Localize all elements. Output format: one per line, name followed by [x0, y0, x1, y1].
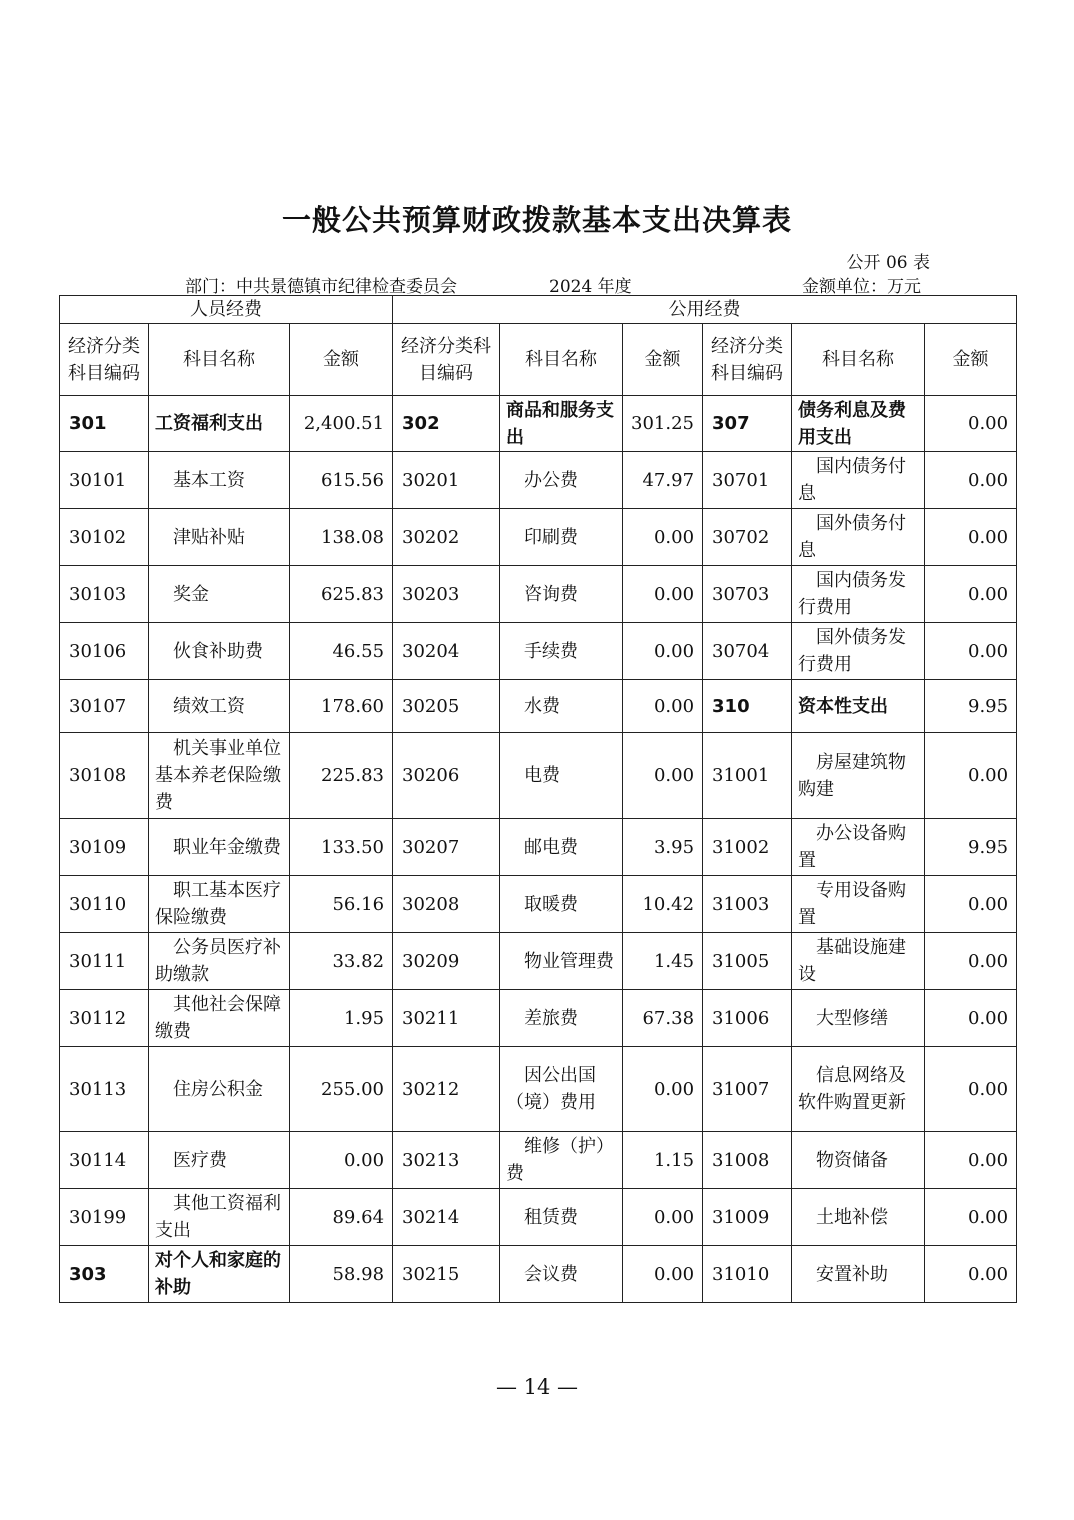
cell-name-text: 咨询费 [524, 583, 579, 605]
cell-amount: 1.95 [290, 990, 393, 1047]
cell-name [792, 733, 925, 819]
section-public: 公用经费 [393, 296, 1017, 324]
table-row [60, 1047, 1017, 1132]
cell-name [500, 733, 623, 819]
cell-amount: 0.00 [623, 1047, 703, 1132]
cell-code: 30207 [393, 819, 500, 876]
cell-amount: 0.00 [925, 1246, 1017, 1303]
cell-name-text: 水费 [524, 695, 561, 717]
cell-amount: 138.08 [290, 509, 393, 566]
cell-name-text: 物业管理费 [524, 950, 615, 972]
cell-name [149, 396, 290, 452]
cell-name [792, 1047, 925, 1132]
cell-code: 31006 [703, 990, 792, 1047]
cell-code: 30103 [60, 566, 149, 623]
cell-code: 30205 [393, 680, 500, 733]
cell-code: 30214 [393, 1189, 500, 1246]
cell-code: 30704 [703, 623, 792, 680]
cell-amount: 0.00 [925, 396, 1017, 452]
cell-amount: 0.00 [925, 509, 1017, 566]
cell-name-text: 国内债务付息 [798, 456, 907, 504]
cell-code: 31008 [703, 1132, 792, 1189]
table-row [60, 1132, 1017, 1189]
cell-name-text: 租赁费 [524, 1206, 579, 1228]
cell-code: 30208 [393, 876, 500, 933]
cell-code: 30211 [393, 990, 500, 1047]
table-number: 公开 06 表 [846, 253, 930, 273]
section-personnel: 人员经费 [60, 296, 393, 324]
cell-name [149, 452, 290, 509]
cell-name-text: 债务利息及费用支出 [798, 399, 907, 448]
cell-name [149, 1047, 290, 1132]
cell-amount: 0.00 [925, 1047, 1017, 1132]
cell-amount: 255.00 [290, 1047, 393, 1132]
cell-amount: 0.00 [623, 623, 703, 680]
table-row [60, 623, 1017, 680]
cell-code: 31002 [703, 819, 792, 876]
cell-code: 31005 [703, 933, 792, 990]
cell-name [792, 933, 925, 990]
cell-amount: 67.38 [623, 990, 703, 1047]
table-row [60, 990, 1017, 1047]
page-number: — 14 — [495, 1375, 579, 1399]
cell-name-text: 对个人和家庭的补助 [155, 1250, 281, 1298]
cell-amount: 0.00 [925, 566, 1017, 623]
cell-amount: 0.00 [623, 509, 703, 566]
cell-name-text: 住房公积金 [173, 1078, 263, 1100]
cell-name [792, 990, 925, 1047]
cell-name-text: 其他工资福利支出 [155, 1193, 281, 1241]
cell-name-text: 绩效工资 [173, 695, 245, 717]
cell-code: 30107 [60, 680, 149, 733]
cell-name [149, 1246, 290, 1303]
table-row [60, 733, 1017, 819]
cell-name [792, 1246, 925, 1303]
header-code-3: 经济分类科目编码 [703, 324, 792, 396]
cell-name-text: 伙食补助费 [173, 640, 263, 662]
cell-amount: 1.45 [623, 933, 703, 990]
cell-name [500, 509, 623, 566]
header-amount-3: 金额 [925, 324, 1017, 396]
cell-name [149, 680, 290, 733]
cell-code: 30113 [60, 1047, 149, 1132]
cell-amount: 178.60 [290, 680, 393, 733]
table-row [60, 452, 1017, 509]
cell-code: 30213 [393, 1132, 500, 1189]
cell-name-text: 安置补助 [816, 1263, 889, 1285]
cell-name [500, 452, 623, 509]
cell-name [500, 819, 623, 876]
cell-name [149, 819, 290, 876]
cell-name [500, 566, 623, 623]
cell-amount: 9.95 [925, 819, 1017, 876]
expenditure-table [59, 295, 1017, 1303]
cell-name [792, 566, 925, 623]
cell-name [792, 680, 925, 733]
cell-amount: 3.95 [623, 819, 703, 876]
cell-name-text: 国内债务发行费用 [798, 570, 907, 618]
table-row [60, 876, 1017, 933]
cell-amount: 0.00 [623, 680, 703, 733]
cell-name-text: 房屋建筑物购建 [798, 751, 907, 800]
cell-name [500, 680, 623, 733]
header-code-2: 经济分类科目编码 [393, 324, 500, 396]
cell-name-text: 工资福利支出 [155, 413, 263, 434]
cell-name [500, 396, 623, 452]
cell-name [792, 1189, 925, 1246]
page-title: 一般公共预算财政拨款基本支出决算表 [281, 203, 792, 237]
cell-name-text: 电费 [524, 765, 561, 786]
table-row [60, 933, 1017, 990]
table-row [60, 396, 1017, 452]
cell-name-text: 国外债务发行费用 [798, 627, 907, 675]
table-row [60, 680, 1017, 733]
cell-name [149, 509, 290, 566]
table-row [60, 1246, 1017, 1303]
cell-code: 30203 [393, 566, 500, 623]
cell-amount: 2,400.51 [290, 396, 393, 452]
cell-code: 30215 [393, 1246, 500, 1303]
amount-unit-label: 金额单位：万元 [802, 277, 921, 297]
cell-name-text: 因公出国（境）费用 [506, 1065, 597, 1113]
cell-name [149, 933, 290, 990]
cell-name-text: 取暖费 [524, 893, 579, 915]
header-amount-1: 金额 [290, 324, 393, 396]
cell-name [500, 623, 623, 680]
header-code-1: 经济分类科目编码 [60, 324, 149, 396]
cell-amount: 0.00 [925, 623, 1017, 680]
cell-name [149, 733, 290, 819]
cell-code: 30111 [60, 933, 149, 990]
cell-amount: 301.25 [623, 396, 703, 452]
cell-name-text: 差旅费 [524, 1007, 579, 1029]
table-row [60, 819, 1017, 876]
cell-amount: 0.00 [290, 1132, 393, 1189]
cell-amount: 89.64 [290, 1189, 393, 1246]
cell-name-text: 国外债务付息 [798, 513, 907, 561]
cell-name-text: 其他社会保障缴费 [155, 994, 281, 1042]
cell-name-text: 会议费 [524, 1263, 579, 1285]
cell-name [792, 1132, 925, 1189]
cell-amount: 1.15 [623, 1132, 703, 1189]
cell-code: 30212 [393, 1047, 500, 1132]
cell-name-text: 物资储备 [816, 1149, 889, 1171]
cell-name [792, 509, 925, 566]
cell-amount: 9.95 [925, 680, 1017, 733]
cell-name [500, 876, 623, 933]
cell-amount: 615.56 [290, 452, 393, 509]
cell-name [500, 1132, 623, 1189]
cell-amount: 10.42 [623, 876, 703, 933]
cell-code: 30702 [703, 509, 792, 566]
cell-code: 30109 [60, 819, 149, 876]
cell-name-text: 职工基本医疗保险缴费 [155, 880, 281, 928]
cell-amount: 0.00 [623, 1189, 703, 1246]
cell-code: 302 [393, 396, 500, 452]
cell-code: 31009 [703, 1189, 792, 1246]
cell-name-text: 邮电费 [524, 836, 579, 858]
cell-amount: 47.97 [623, 452, 703, 509]
department-label: 部门：中共景德镇市纪律检查委员会 [185, 277, 457, 297]
cell-name [149, 623, 290, 680]
fiscal-year-label: 2024 年度 [549, 277, 632, 297]
cell-code: 30101 [60, 452, 149, 509]
cell-name-text: 土地补偿 [816, 1206, 889, 1228]
cell-name [500, 1047, 623, 1132]
table-row [60, 509, 1017, 566]
table-row [60, 566, 1017, 623]
cell-code: 30701 [703, 452, 792, 509]
cell-name-text: 信息网络及软件购置更新 [798, 1065, 907, 1113]
cell-amount: 225.83 [290, 733, 393, 819]
cell-amount: 0.00 [925, 1132, 1017, 1189]
cell-name [792, 819, 925, 876]
cell-name [500, 1246, 623, 1303]
cell-amount: 625.83 [290, 566, 393, 623]
cell-code: 30202 [393, 509, 500, 566]
cell-name [500, 1189, 623, 1246]
cell-code: 30201 [393, 452, 500, 509]
cell-code: 31003 [703, 876, 792, 933]
cell-code: 30204 [393, 623, 500, 680]
cell-name-text: 维修（护）费 [506, 1136, 615, 1184]
cell-name-text: 医疗费 [173, 1149, 227, 1171]
cell-amount: 0.00 [925, 452, 1017, 509]
cell-code: 31007 [703, 1047, 792, 1132]
cell-amount: 56.16 [290, 876, 393, 933]
cell-amount: 133.50 [290, 819, 393, 876]
header-name-2: 科目名称 [500, 324, 623, 396]
cell-code: 30199 [60, 1189, 149, 1246]
cell-amount: 58.98 [290, 1246, 393, 1303]
cell-amount: 0.00 [925, 733, 1017, 819]
cell-code: 301 [60, 396, 149, 452]
cell-name-text: 机关事业单位基本养老保险缴费 [155, 738, 281, 813]
cell-amount: 0.00 [925, 990, 1017, 1047]
cell-amount: 0.00 [623, 566, 703, 623]
cell-name [149, 1132, 290, 1189]
cell-name-text: 职业年金缴费 [173, 836, 281, 858]
cell-name-text: 印刷费 [524, 526, 579, 548]
cell-amount: 0.00 [925, 933, 1017, 990]
header-name-3: 科目名称 [792, 324, 925, 396]
header-amount-2: 金额 [623, 324, 703, 396]
cell-name-text: 手续费 [524, 640, 579, 662]
cell-code: 30206 [393, 733, 500, 819]
cell-name-text: 公务员医疗补助缴款 [155, 937, 281, 985]
cell-code: 303 [60, 1246, 149, 1303]
cell-name [792, 452, 925, 509]
cell-code: 30110 [60, 876, 149, 933]
cell-name-text: 专用设备购置 [798, 880, 907, 928]
cell-code: 307 [703, 396, 792, 452]
cell-name [500, 990, 623, 1047]
cell-code: 30703 [703, 566, 792, 623]
cell-name [149, 876, 290, 933]
cell-name-text: 办公费 [524, 469, 579, 491]
cell-code: 30108 [60, 733, 149, 819]
cell-code: 31001 [703, 733, 792, 819]
header-name-1: 科目名称 [149, 324, 290, 396]
cell-name-text: 商品和服务支出 [506, 399, 615, 448]
cell-name-text: 奖金 [173, 583, 209, 605]
cell-code: 30102 [60, 509, 149, 566]
cell-name [149, 990, 290, 1047]
cell-name-text: 办公设备购置 [798, 823, 907, 871]
cell-name [792, 396, 925, 452]
cell-code: 310 [703, 680, 792, 733]
cell-amount: 33.82 [290, 933, 393, 990]
cell-code: 30112 [60, 990, 149, 1047]
cell-name [500, 933, 623, 990]
cell-amount: 0.00 [925, 876, 1017, 933]
table-row [60, 1189, 1017, 1246]
cell-name [149, 1189, 290, 1246]
cell-name [792, 876, 925, 933]
cell-name-text: 大型修缮 [816, 1007, 889, 1029]
cell-name-text: 资本性支出 [798, 695, 889, 717]
cell-name-text: 津贴补贴 [173, 526, 245, 548]
cell-name [149, 566, 290, 623]
cell-code: 30114 [60, 1132, 149, 1189]
cell-amount: 0.00 [925, 1189, 1017, 1246]
cell-code: 30209 [393, 933, 500, 990]
cell-name [792, 623, 925, 680]
cell-code: 31010 [703, 1246, 792, 1303]
cell-amount: 0.00 [623, 733, 703, 819]
cell-code: 30106 [60, 623, 149, 680]
cell-name-text: 基本工资 [173, 469, 245, 491]
cell-amount: 46.55 [290, 623, 393, 680]
cell-name-text: 基础设施建设 [798, 937, 907, 985]
cell-amount: 0.00 [623, 1246, 703, 1303]
